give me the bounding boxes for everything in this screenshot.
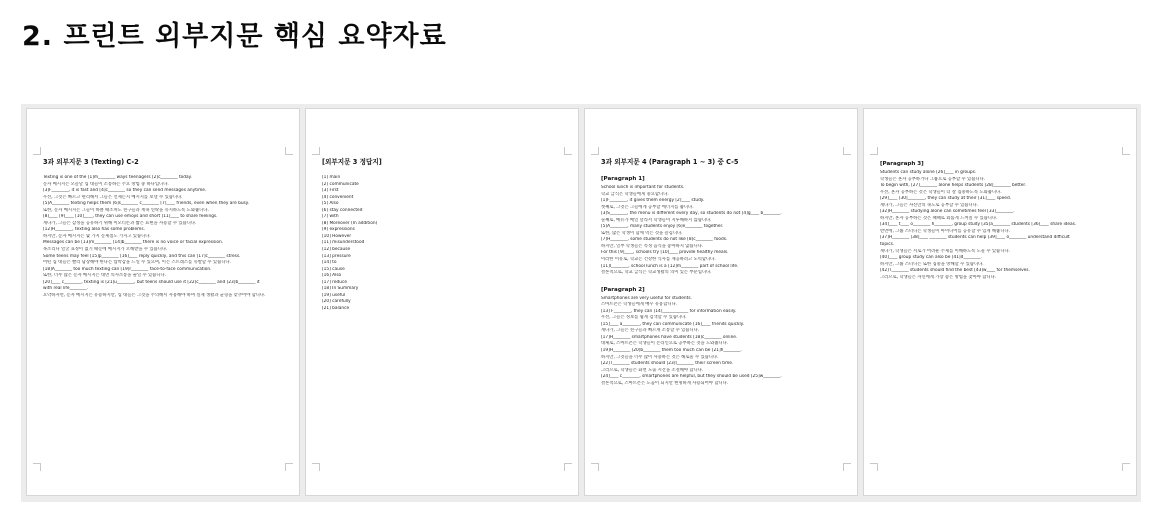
text-line: [15] cause	[322, 266, 345, 272]
text-line: [1] main	[322, 175, 341, 180]
page-content	[880, 156, 1122, 281]
text-line: [7]H________, some students do not like [8]c________ foods.	[601, 237, 728, 243]
text-line: 하지만, 그것들을 너무 많이 사용하는 것은 해로울 수 있습니다.	[601, 354, 719, 360]
page-heading: 3과 외부지문 3 (Texting) C-2	[43, 158, 139, 166]
text-line: School lunch is important for students.	[601, 185, 685, 190]
text-line: For this [9]____, schools try [10]____ provide healthy meals.	[601, 250, 729, 256]
text-line: [8] Moreover (In addition)	[322, 220, 378, 226]
text-line: [5]A________ texting helps them [6]s________ c________ [7]____ friends, even when they are busy.	[43, 201, 250, 207]
text-line: 우선, 그것은 빠르고 편리해서 그들은 언제든지 메시지를 보낼 수 있습니다.	[43, 194, 183, 200]
text-line: [8]____ [9]____ [10]____, they can use emojis and short [11]____ to share feelings.	[43, 214, 218, 220]
text-line: [17]H________ smartphones have students [18]c________ online.	[601, 334, 738, 340]
text-line: [3] First	[322, 188, 339, 194]
text-line: 게다가, 학생들은 서로가 어려운 주제를 이해하도록 도울 수 있습니다.	[880, 248, 1010, 254]
text-line: 목소리나 얼굴 표정이 없기 때문에 메시지가 오해받을 수 있습니다.	[43, 247, 168, 253]
text-line: Texting is one of the [1]m________ ways teenagers [2]c________ today.	[43, 175, 192, 180]
text-line: 하지만, 일부 학생들은 특정 음식을 좋아하지 않습니다.	[601, 243, 704, 249]
paragraph-heading: [Paragraph 2]	[601, 286, 645, 293]
text-line: [20]____ c________, texting is [21]u________, but teens should use it [22]c________ and [23]b________ it	[43, 279, 260, 285]
paragraph-heading: [Paragraph 3]	[880, 161, 924, 167]
text-line: [14] to	[322, 260, 337, 266]
text-line: [6] stay connected	[322, 207, 363, 213]
text-line: [2] communicate	[322, 181, 359, 187]
text-line: [11]I________, school lunch is a [12]m________ part of school life.	[601, 263, 739, 269]
text-line: [42]T________ students should find the best [43]w____ for themselves.	[880, 268, 1030, 274]
text-line: [12] because	[322, 247, 351, 253]
text-line: 우선, 그들은 정보를 쉽게 검색할 수 있습니다.	[601, 315, 687, 321]
text-line: 둘째로, 메뉴가 매일 달라서 학생들이 지루해하지 않습니다.	[601, 217, 712, 223]
text-line: [11] misunderstood	[322, 240, 365, 246]
text-line: [10] However	[322, 233, 352, 239]
text-line: 어떤 십 대들은 빨리 답장해야 한다는 압박감을 느낄 수 있으며, 이는 스트레스를 유발할 수 있습니다.	[43, 260, 231, 266]
text-line: [29]____ [30]________, they can study at their [31]____ speed.	[880, 196, 1012, 202]
text-line: 문자 메시지는 오늘날 십 대들이 소통하는 주요 방법 중 하나입니다.	[43, 181, 169, 187]
text-line: [5]A________, many students enjoy [6]e________ together.	[601, 224, 724, 230]
text-line: [3]S________, the menu is different every day, so students do not [4]g____ b________.	[601, 211, 782, 217]
text-line: 하지만, 그룹 스터디는 또한 집중을 방해할 수 있습니다.	[880, 261, 984, 267]
text-line: Some teens may feel [15]p________ [16]____ reply quickly, and this can [17]c________ stress.	[43, 253, 241, 259]
text-line: [1]F________, it gives them energy [2]____ study.	[601, 198, 705, 204]
text-line: [37]H________ [38]____ ________ students can help [39]____ o________ understand difficult	[880, 235, 1070, 241]
text-line: 반면에, 그룹 스터디는 학생들이 아이디어를 공유할 수 있게 해줍니다.	[880, 228, 1010, 234]
page-heading: [외부지문 3 정답지]	[322, 158, 382, 166]
text-line: [19]H________ [20]b________ them too much can be [21]h________.	[601, 348, 742, 354]
text-line: 그러므로, 학생들은 자신에게 가장 좋은 방법을 찾아야 합니다.	[880, 274, 997, 280]
text-line: 요약하자면, 문자 메시지는 유용하지만, 십 대들은 그것을 주의해서 사용해야 하며 실제 생활과 균형을 맞추어야 합니다.	[43, 292, 266, 298]
text-line: [9] expressions	[322, 227, 355, 233]
text-line: [13] pressure	[322, 253, 351, 259]
text-line: [16] Also	[322, 273, 342, 279]
text-line: 스마트폰은 학생들에게 매우 유용합니다.	[601, 302, 678, 308]
text-line: with real life________.	[43, 286, 89, 292]
text-line: 학교 급식은 학생들에게 중요합니다.	[601, 191, 669, 197]
text-line: 게다가, 그들은 감정을 공유하기 위해 이모티콘과 짧은 표현을 사용할 수 있습니다.	[43, 220, 197, 226]
text-line: 이러한 이유로, 학교는 건강한 식사를 제공하려고 노력합니다.	[601, 257, 716, 263]
text-line: [34]____ t____ o________ h________, group study [35]a________ students [36]____ share ideas.	[880, 222, 1077, 228]
text-line: [20] carefully	[322, 299, 351, 305]
text-line: 또한, 문자 메시지는 그들이 바쁠 때조차도 친구들과 계속 연락을 유지하도록 도와줍니다.	[43, 207, 209, 213]
document-preview-strip	[21, 104, 1141, 502]
text-line: [15]____ a________, they can communicate [16]____ friends quickly.	[601, 321, 745, 327]
text-line: [18]A________ too much texting can [19]r________ face-to-face communication.	[43, 266, 212, 272]
paragraph-heading: [Paragraph 1]	[601, 176, 645, 182]
text-line: 첫째로, 그것은 그들에게 공부할 에너지를 줍니다.	[601, 204, 694, 210]
text-line: 학생들은 혼자 공부하거나 그룹으로 공부할 수 있습니다.	[880, 176, 986, 182]
page-content	[43, 156, 285, 299]
document-page-3	[584, 108, 858, 496]
text-line: [19] useful	[322, 292, 346, 298]
text-line: topics.	[880, 242, 895, 248]
page-title: 2. 프린트 외부지문 핵심 요약자료	[22, 21, 447, 52]
text-line: [18] In Summary	[322, 286, 359, 292]
text-line: [4] convenient	[322, 194, 354, 200]
text-line: [32]H________ studying alone can sometimes feel [33]________.	[880, 209, 1015, 215]
text-line: [17] reduce	[322, 279, 347, 285]
text-line: 우선, 혼자 공부하는 것은 학생들이 더 잘 집중하도록 도와줍니다.	[880, 189, 1002, 195]
text-line: 하지만, 문자 메시지는 몇 가지 문제점도 가지고 있습니다.	[43, 233, 151, 239]
text-line: 또한, 많은 학생이 함께 먹는 것을 즐깁니다.	[601, 230, 683, 236]
text-line: 그러므로, 학생들은 화면 노출 시간을 조절해야 합니다.	[601, 367, 704, 373]
text-line: [21] balance	[322, 305, 350, 311]
page-heading: 3과 외부지문 4 (Paragraph 1 ~ 3) 중 C-5	[601, 158, 739, 166]
text-line: [40]____ group study can also be [41]d________.	[880, 255, 982, 261]
text-line: 게다가, 그들은 친구들과 빠르게 소통할 수 있습니다.	[601, 328, 700, 334]
text-line: 하지만, 혼자 공부하는 것은 때때로 외롭게 느껴질 수 있습니다.	[880, 215, 998, 221]
document-page-2	[305, 108, 579, 496]
text-line: [13] F________, they can [14]____________ for information easily.	[601, 308, 737, 314]
page-content	[322, 156, 564, 312]
text-line: 또한, 너무 많은 문자 메시지는 대면 의사소통을 줄일 수 있습니다.	[43, 273, 166, 279]
document-page-4	[863, 108, 1137, 496]
page-content	[601, 156, 843, 387]
text-line: Students can study alone [26]____ in groups.	[880, 170, 977, 175]
text-line: 결론적으로, 학교 급식은 학교생활의 의미 있는 부분입니다.	[601, 270, 712, 276]
text-line: 대체로, 스마트폰은 학생들이 온라인으로 공부하는 것을 도와줍니다.	[601, 341, 729, 347]
text-line: [7] with	[322, 214, 339, 220]
text-line: [24]____ c________, smartphones are helpful, but they should be used [25]w________.	[601, 374, 782, 380]
text-line: 게다가, 그들은 자신만의 속도로 공부할 수 있습니다.	[880, 202, 979, 208]
text-line: Smartphones are very useful for students.	[601, 295, 692, 301]
text-line: To begin with, [27]________ alone helps students [28]________ better.	[880, 183, 1027, 189]
text-line: 결론적으로, 스마트폰은 도움이 되지만 현명하게 사용되어야 합니다.	[601, 380, 729, 386]
text-line: Messages can be [13]m________ [14]b________ there is no voice or facial expression.	[43, 240, 224, 246]
document-page-1	[26, 108, 300, 496]
text-line: [12]H________, texting also has some problems.	[43, 227, 145, 233]
text-line: [3]F________, it is fast and [4]c________ so they can send messages anytime.	[43, 188, 207, 194]
text-line: [5] Also	[322, 201, 339, 207]
text-line: [22]T________ students should [23]l________ their screen time.	[601, 361, 734, 367]
